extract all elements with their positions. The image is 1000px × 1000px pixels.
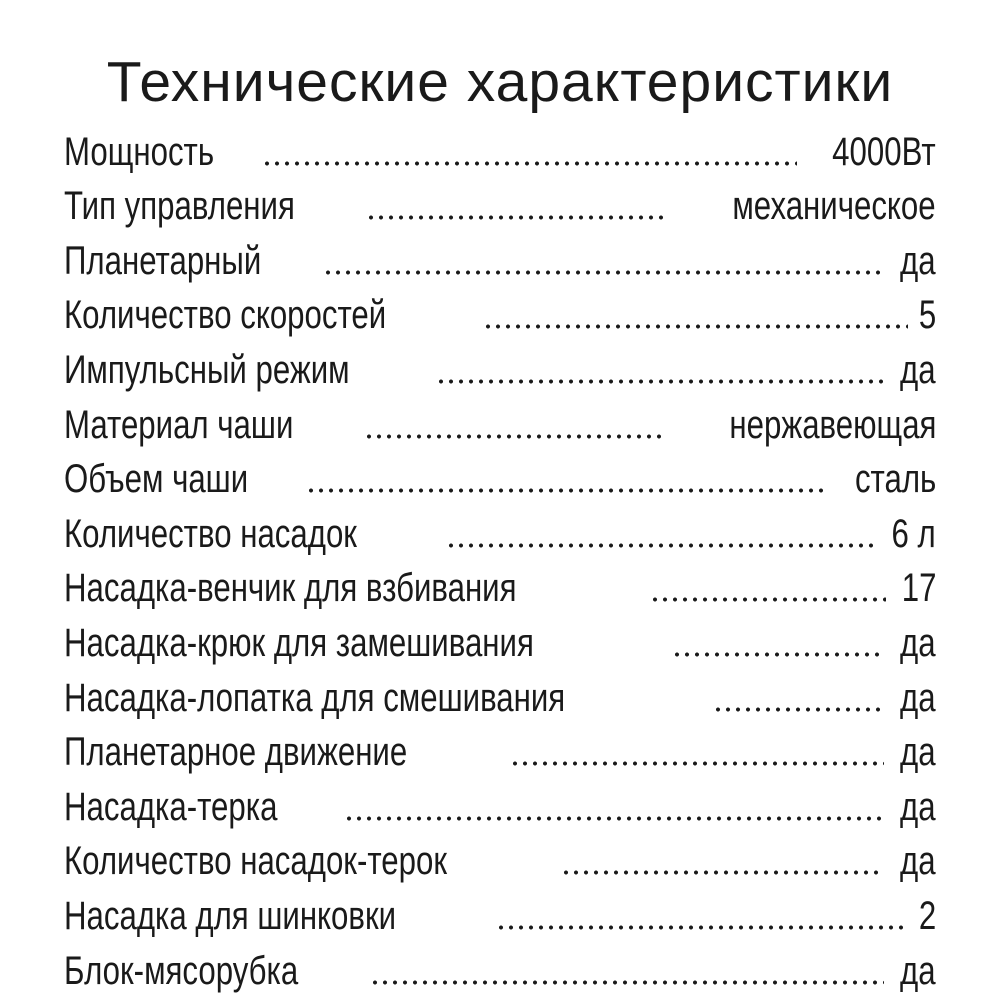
spec-row [64,886,936,941]
dot-leader [306,488,826,493]
spec-list [64,122,936,996]
spec-row [64,340,936,395]
spec-value: да [900,675,936,720]
dot-leader [370,980,884,985]
spec-value: 6 л [891,511,936,556]
spec-label: Насадка для шинковки [64,893,397,938]
spec-label: Планетарное движение [64,730,408,775]
spec-value: да [900,784,936,829]
spec-value: да [900,730,936,775]
spec-value: 5 [918,293,936,338]
spec-row [64,504,936,559]
spec-value: да [900,620,936,665]
spec-value: да [900,948,936,993]
spec-row [64,777,936,832]
spec-row [64,122,936,177]
spec-row [64,395,936,450]
dot-leader [510,761,884,766]
dot-leader [496,925,908,930]
spec-row [64,613,936,668]
spec-row [64,941,936,996]
spec-label: Мощность [64,129,215,174]
spec-value: нержавеющая [728,402,936,447]
spec-label: Количество скоростей [64,293,387,338]
spec-row [64,723,936,778]
spec-row [64,177,936,232]
page-title: Технические характеристики [106,50,894,114]
dot-leader [483,324,908,329]
dot-leader [262,161,797,166]
spec-label: Объем чаши [64,457,249,502]
spec-label: Насадка-крюк для замешивания [64,620,534,665]
spec-label: Насадка-венчик для взбивания [64,566,517,611]
dot-leader [344,816,885,821]
spec-row [64,668,936,723]
spec-value: 4000Вт [832,129,936,174]
spec-label: Количество насадок [64,511,357,556]
dot-leader [650,597,885,602]
dot-leader [446,543,874,548]
spec-label: Насадка-терка [64,784,278,829]
spec-row [64,231,936,286]
spec-label: Блок-мясорубка [64,948,299,993]
spec-row [64,832,936,887]
dot-leader [364,434,664,439]
dot-leader [323,270,885,275]
dot-leader [672,652,884,657]
dot-leader [561,870,884,875]
spec-label: Материал чаши [64,402,294,447]
spec-value: да [900,238,936,283]
dot-leader [713,707,885,712]
spec-label: Количество насадок-терок [64,839,447,884]
spec-value: да [900,839,936,884]
spec-label: Тип управления [64,184,295,229]
dot-leader [436,379,884,384]
spec-value: 2 [918,893,936,938]
spec-value: да [900,347,936,392]
spec-value: сталь [854,457,936,502]
dot-leader [366,215,669,220]
spec-label: Планетарный [64,238,262,283]
spec-value: механическое [732,184,936,229]
spec-row [64,450,936,505]
spec-value: 17 [901,566,936,611]
spec-row [64,286,936,341]
spec-label: Насадка-лопатка для смешивания [64,675,566,720]
spec-row [64,559,936,614]
spec-label: Импульсный режим [64,347,350,392]
